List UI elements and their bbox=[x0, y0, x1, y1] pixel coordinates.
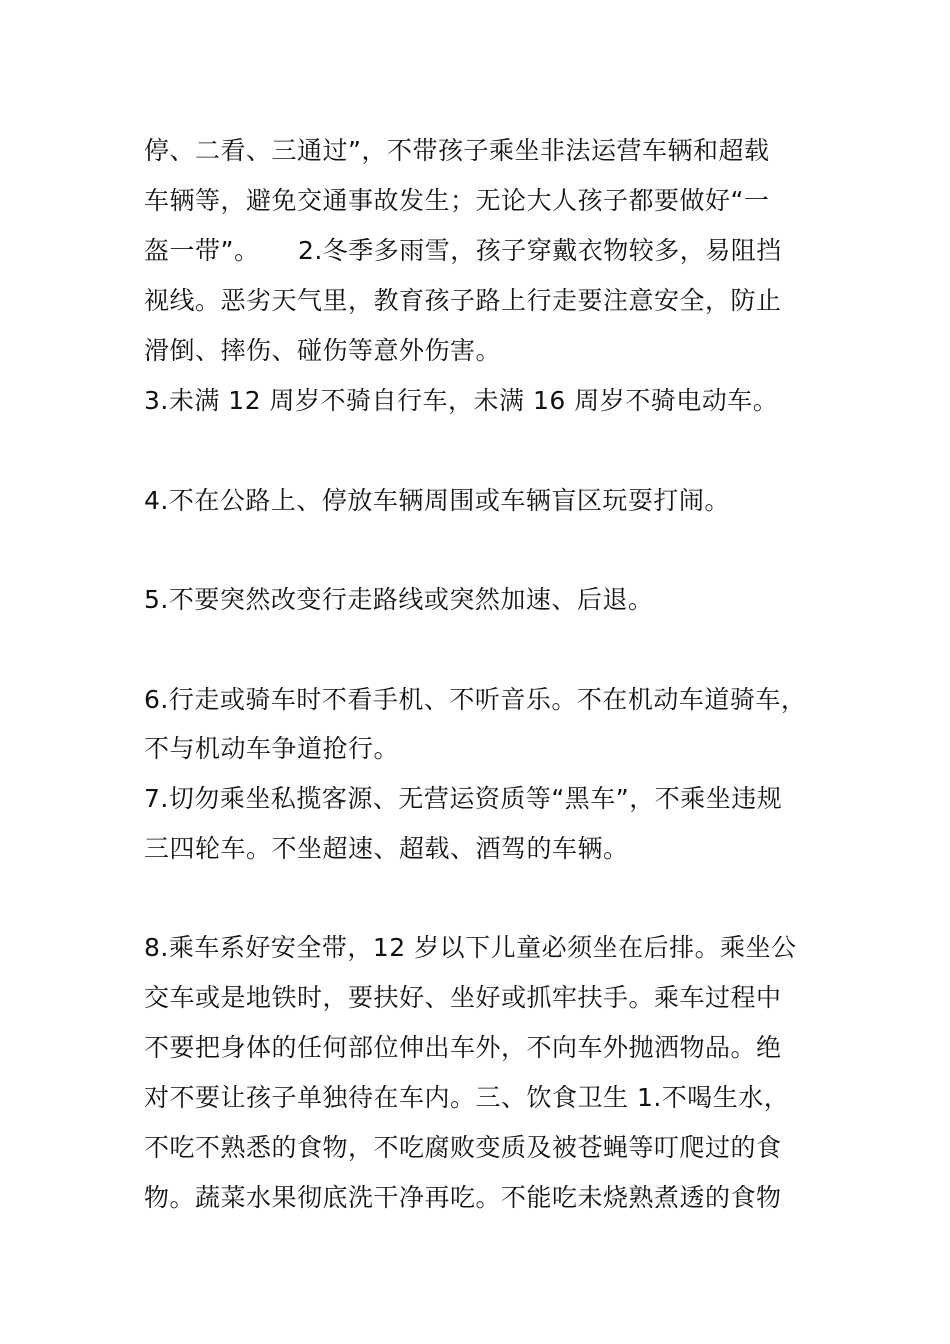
text-line: 车辆等，避免交通事故发生；无论大人孩子都要做好“一 bbox=[144, 186, 770, 215]
text-line: 6.行走或骑车时不看手机、不听音乐。不在机动车道骑车， bbox=[144, 685, 807, 714]
text-line: 不要把身体的任何部位伸出车外，不向车外抛洒物品。绝 bbox=[144, 1033, 782, 1062]
text-line: 滑倒、摔伤、碰伤等意外伤害。 bbox=[144, 336, 502, 365]
text-line: 物。蔬菜水果彻底洗干净再吃。不能吃未烧熟煮透的食物 bbox=[144, 1183, 782, 1212]
text-line: 停、二看、三通过”，不带孩子乘坐非法运营车辆和超载 bbox=[144, 136, 770, 165]
text-line: 不与机动车争道抢行。 bbox=[144, 734, 400, 763]
text-line: 3.未满 12 周岁不骑自行车，未满 16 周岁不骑电动车。 bbox=[144, 386, 779, 415]
text-line: 不吃不熟悉的食物，不吃腐败变质及被苍蝇等叮爬过的食 bbox=[144, 1133, 782, 1162]
text-line: 7.切勿乘坐私揽客源、无营运资质等“黑车”，不乘坐违规 bbox=[144, 784, 783, 813]
text-line: 视线。恶劣天气里，教育孩子路上行走要注意安全，防止 bbox=[144, 286, 782, 315]
text-line: 盔一带”。 2.冬季多雨雪，孩子穿戴衣物较多，易阻挡 bbox=[144, 236, 782, 265]
text-line: 5.不要突然改变行走路线或突然加速、后退。 bbox=[144, 585, 654, 614]
text-line: 8.乘车系好安全带，12 岁以下儿童必须坐在后排。乘坐公 bbox=[144, 933, 797, 962]
text-line: 4.不在公路上、停放车辆周围或车辆盲区玩耍打闹。 bbox=[144, 486, 730, 515]
text-line: 交车或是地铁时，要扶好、坐好或抓牢扶手。乘车过程中 bbox=[144, 983, 782, 1012]
text-line: 三四轮车。不坐超速、超载、酒驾的车辆。 bbox=[144, 834, 629, 863]
text-line: 对不要让孩子单独待在车内。三、饮食卫生 1.不喝生水， bbox=[144, 1083, 790, 1112]
